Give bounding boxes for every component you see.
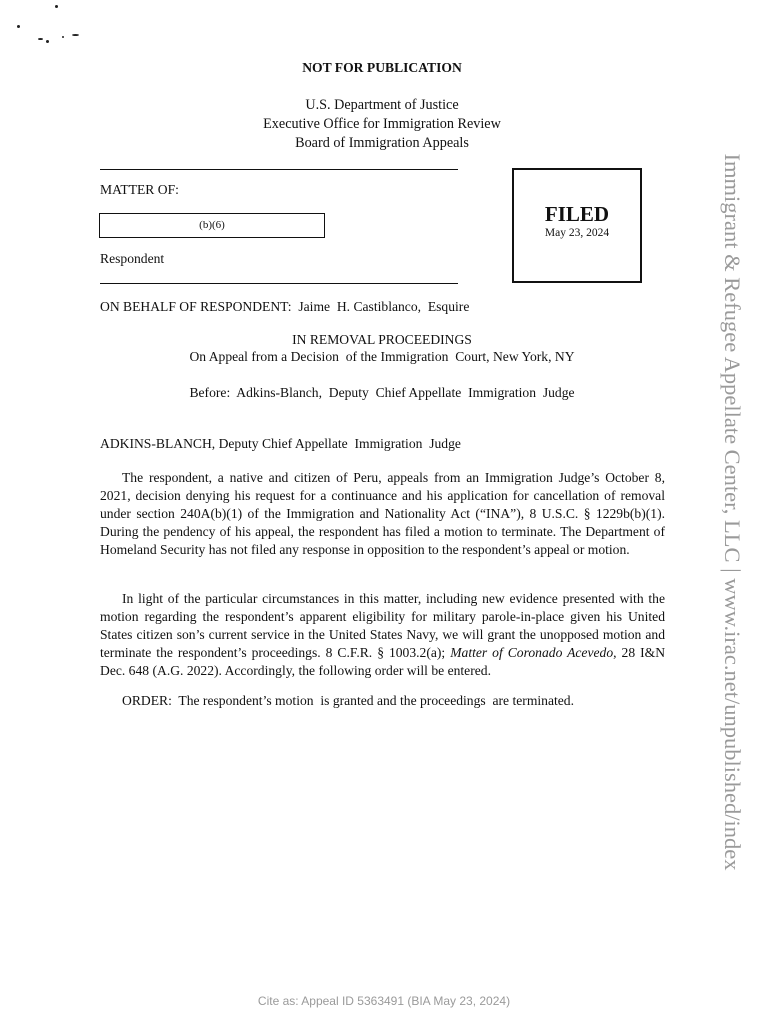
rule-top — [100, 169, 458, 170]
body-paragraph-2 — [100, 590, 665, 680]
panel-line: Before: Adkins-Blanch, Deputy Chief Appellate Immigration Judge — [189, 385, 575, 400]
rule-bottom — [100, 283, 458, 284]
respondent-label: Respondent — [100, 251, 165, 266]
order-line: ORDER: The respondent’s motion is granted and the proceedings are terminated. — [122, 693, 575, 708]
redaction-code: (b)(6) — [199, 219, 225, 231]
matter-label: MATTER OF: — [100, 182, 179, 197]
case-name: Matter of Coronado Acevedo — [450, 645, 614, 660]
filed-date: May 23, 2024 — [544, 227, 610, 239]
agency-line-1: U.S. Department of Justice — [305, 97, 459, 113]
filed-label: FILED — [544, 202, 610, 226]
agency-line-3: Board of Immigration Appeals — [295, 135, 469, 151]
scan-speck — [17, 25, 20, 28]
case-citation: , 28 I&N Dec. 648 (A.G. 2022). Accordingly, the following order will be entered. — [100, 645, 666, 678]
filed-stamp — [512, 168, 642, 283]
proceedings-type: IN REMOVAL PROCEEDINGS — [292, 332, 472, 347]
paragraph-2-text — [100, 590, 665, 680]
agency-line-2: Executive Office for Immigration Review — [263, 116, 501, 132]
paragraph-2-main: In light of the particular circumstances in this matter, including new evidence presented with the motion regarding the respondent’s apparent eligibility for military parole-in-place given his United States citizen son’s current service in the United States Navy, we will grant the unopposed motion and terminate the respondent’s proceedings. 8 C.F.R. § 1003.2(a); — [100, 591, 665, 660]
agency-header — [0, 96, 764, 153]
body-paragraph-1 — [100, 469, 665, 559]
publication-notice: NOT FOR PUBLICATION — [302, 60, 462, 75]
paragraph-1-text: The respondent, a native and citizen of Peru, appeals from an Immigration Judge’s October 8, 2021, decision denying his request for a continuance and his application for cancellation of removal under section 240A(b)(1) of the Immigration and Nationality Act (“INA”), 8 U.S.C. § 1229b(b)(1). During the pendency of his appeal, the respondent has filed a motion to terminate. The Department of Homeland Security has not filed any response in opposition to the respondent’s appeal or motion. — [100, 470, 665, 557]
appeal-line: On Appeal from a Decision of the Immigration Court, New York, NY — [189, 349, 575, 364]
scan-speck — [62, 36, 64, 38]
scan-speck — [55, 5, 58, 8]
scan-speck — [46, 40, 49, 43]
author-line: ADKINS-BLANCH, Deputy Chief Appellate Immigration Judge — [100, 436, 461, 451]
redacted-name-box — [99, 213, 325, 238]
watermark-vertical: Immigrant & Refugee Appellate Center, LLC | www.irac.net/unpublished/index — [720, 153, 745, 871]
representation-line: ON BEHALF OF RESPONDENT: Jaime H. Castiblanco, Esquire — [100, 299, 470, 314]
scan-speck — [72, 34, 79, 36]
scan-speck — [38, 38, 43, 40]
citation-footer: Cite as: Appeal ID 5363491 (BIA May 23, 2024) — [257, 994, 511, 1008]
